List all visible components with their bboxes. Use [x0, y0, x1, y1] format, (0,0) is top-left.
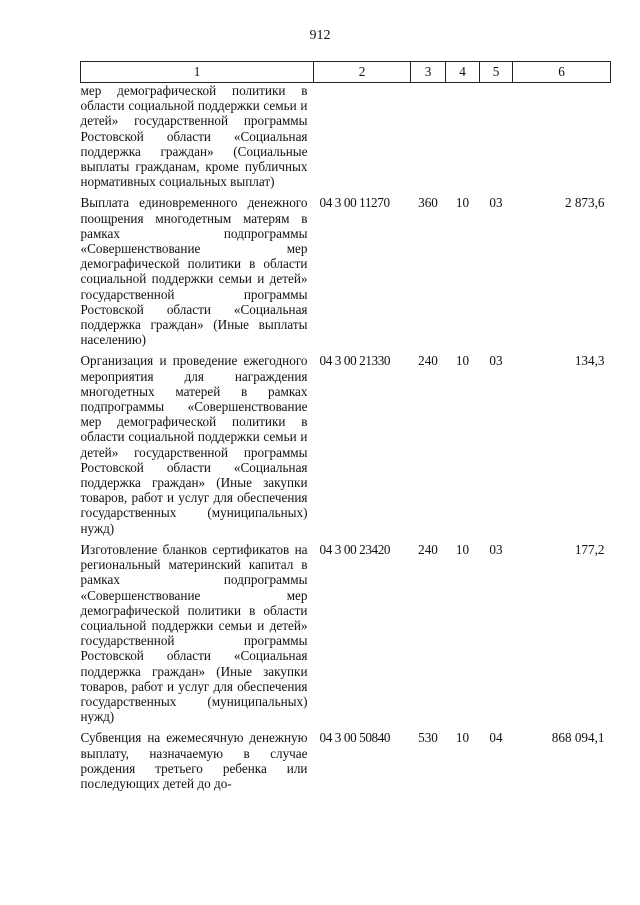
page-number: 912	[309, 28, 331, 43]
row-pr: 03	[489, 195, 503, 211]
header-col-4: 4	[446, 62, 480, 83]
row-name: Изготовление бланков сертификатов на региональный материнский капитал в рамках подпрограммы «Совершенствование мер демографической политики в области социальной поддержки семьи и детей» государственной программы Ростовской области «Социальная поддержка граждан» (Иные закупки товаров, работ и услуг для обеспечения государственных (муниципальных) нужд)	[80, 541, 308, 725]
row-name: мер демографической политики в области социальной поддержки семьи и детей» государственной программы Ростовской области «Социальная поддержка граждан» (Социальные выплаты гражданам, кроме публичных нормативных социальных выплат)	[80, 83, 308, 190]
table-row	[81, 542, 611, 730]
table-row	[81, 353, 611, 541]
row-sum: 2 873,6	[564, 195, 605, 211]
row-name: Субвенция на ежемесячную денежную выплату, назначаемую в случае рождения третьего ребенка или последующих детей до до-	[80, 730, 308, 791]
row-sum: 134,3	[574, 353, 605, 369]
budget-table	[80, 61, 611, 797]
row-vr: 360	[418, 195, 438, 211]
row-rz: 10	[455, 730, 470, 746]
row-vr	[411, 83, 446, 196]
row-name: Организация и проведение ежегодного мероприятия для награждения многодетных матерей в рамках подпрограммы «Совершенствование мер демографической политики в области социальной поддержки семьи и детей» государственной программы Ростовской области «Социальная поддержка граждан» (Иные закупки товаров, работ и услуг для обеспечения государственных (муниципальных) нужд)	[80, 353, 308, 536]
row-rz	[446, 83, 480, 196]
row-name: Выплата единовременного денежного поощрения многодетным матерям в рамках подпрограммы «Совершенствование мер демографической политики в области социальной поддержки семьи и детей» государственной программы Ростовской области «Социальная поддержка граждан» (Иные выплаты населению)	[80, 195, 308, 348]
table-header-row	[81, 62, 611, 83]
row-vr: 240	[418, 541, 438, 557]
table-row	[81, 195, 611, 353]
row-code	[314, 83, 411, 196]
row-pr: 04	[489, 730, 503, 746]
row-vr: 240	[418, 353, 438, 369]
row-code: 04 3 00 21330	[319, 353, 391, 369]
table-row	[81, 730, 611, 797]
header-col-5: 5	[480, 62, 513, 83]
row-sum	[513, 83, 611, 196]
row-vr: 530	[418, 730, 438, 746]
row-code: 04 3 00 11270	[319, 195, 390, 211]
header-col-1: 1	[81, 62, 314, 83]
row-pr	[480, 83, 513, 196]
header-col-6: 6	[513, 62, 611, 83]
row-code: 04 3 00 23420	[319, 541, 391, 557]
table-row	[81, 83, 611, 196]
row-sum: 177,2	[574, 541, 605, 557]
row-pr: 03	[489, 541, 503, 557]
row-code: 04 3 00 50840	[319, 730, 391, 746]
row-sum: 868 094,1	[551, 730, 605, 746]
row-pr: 03	[489, 353, 503, 369]
row-rz: 10	[455, 353, 470, 369]
row-rz: 10	[455, 541, 470, 557]
header-col-2: 2	[314, 62, 411, 83]
header-col-3: 3	[411, 62, 446, 83]
row-rz: 10	[455, 195, 470, 211]
